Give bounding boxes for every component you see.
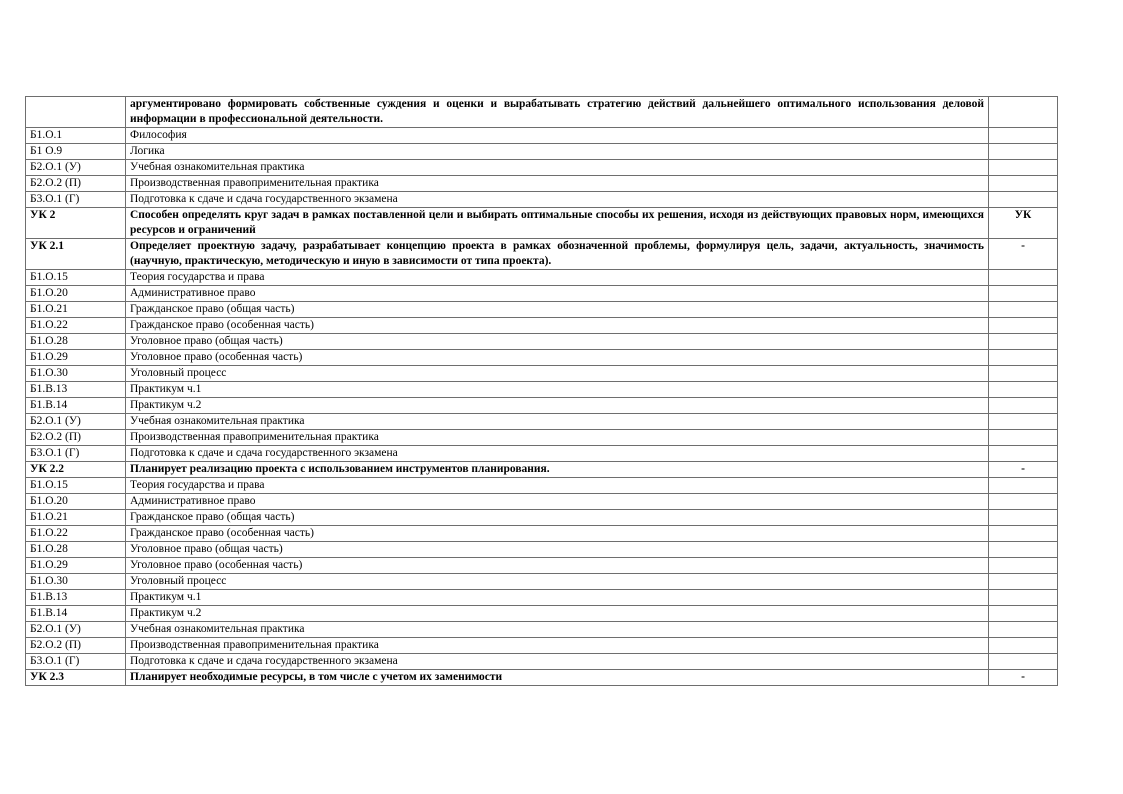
discipline-row xyxy=(26,382,1058,398)
row-mark xyxy=(989,366,1058,382)
competency-table-body xyxy=(26,97,1058,686)
row-title: аргументировано формировать собственные суждения и оценки и вырабатывать стратегию действий дальнейшего оптимального использования деловой информации в профессиональной деятельности. xyxy=(126,97,989,128)
discipline-row xyxy=(26,654,1058,670)
competency-row xyxy=(26,208,1058,239)
row-code: Б1.В.14 xyxy=(26,606,126,622)
row-code: Б2.О.2 (П) xyxy=(26,638,126,654)
discipline-row xyxy=(26,430,1058,446)
row-code: Б1.О.29 xyxy=(26,558,126,574)
discipline-row xyxy=(26,494,1058,510)
discipline-row xyxy=(26,542,1058,558)
row-code: Б3.О.1 (Г) xyxy=(26,192,126,208)
row-title: Уголовное право (особенная часть) xyxy=(126,350,989,366)
row-mark xyxy=(989,430,1058,446)
row-mark xyxy=(989,398,1058,414)
discipline-row xyxy=(26,270,1058,286)
row-code: Б2.О.1 (У) xyxy=(26,622,126,638)
row-title: Теория государства и права xyxy=(126,478,989,494)
row-title: Логика xyxy=(126,144,989,160)
discipline-row xyxy=(26,160,1058,176)
row-mark xyxy=(989,334,1058,350)
row-mark xyxy=(989,302,1058,318)
row-mark xyxy=(989,654,1058,670)
row-title: Теория государства и права xyxy=(126,270,989,286)
row-title: Уголовный процесс xyxy=(126,574,989,590)
row-mark xyxy=(989,270,1058,286)
row-title: Учебная ознакомительная практика xyxy=(126,160,989,176)
discipline-row xyxy=(26,286,1058,302)
row-title: Уголовное право (общая часть) xyxy=(126,542,989,558)
row-title: Административное право xyxy=(126,286,989,302)
row-title: Определяет проектную задачу, разрабатывает концепцию проекта в рамках обозначенной проблемы, формулируя цель, задачи, актуальность, значимость (научную, практическую, методическую и иную в зависимости от типа проекта). xyxy=(126,239,989,270)
row-title: Планирует необходимые ресурсы, в том числе с учетом их заменимости xyxy=(126,670,989,686)
row-mark xyxy=(989,622,1058,638)
competency-row xyxy=(26,239,1058,270)
discipline-row xyxy=(26,414,1058,430)
row-mark xyxy=(989,446,1058,462)
competency-table xyxy=(25,96,1058,686)
row-mark xyxy=(989,176,1058,192)
row-code: УК 2 xyxy=(26,208,126,239)
row-title: Производственная правоприменительная практика xyxy=(126,430,989,446)
row-mark xyxy=(989,590,1058,606)
row-mark xyxy=(989,414,1058,430)
row-title: Подготовка к сдаче и сдача государственного экзамена xyxy=(126,654,989,670)
row-mark xyxy=(989,144,1058,160)
row-code: Б1.О.22 xyxy=(26,318,126,334)
row-code: Б1.О.20 xyxy=(26,286,126,302)
row-code: Б1.О.15 xyxy=(26,270,126,286)
row-code: Б1.О.30 xyxy=(26,574,126,590)
row-mark: - xyxy=(989,462,1058,478)
row-mark xyxy=(989,638,1058,654)
row-mark xyxy=(989,128,1058,144)
row-mark xyxy=(989,558,1058,574)
row-mark xyxy=(989,350,1058,366)
row-code: УК 2.3 xyxy=(26,670,126,686)
row-mark xyxy=(989,574,1058,590)
row-title: Производственная правоприменительная практика xyxy=(126,638,989,654)
row-code: Б3.О.1 (Г) xyxy=(26,446,126,462)
discipline-row xyxy=(26,318,1058,334)
discipline-row xyxy=(26,558,1058,574)
row-code: Б1.В.13 xyxy=(26,382,126,398)
row-title: Подготовка к сдаче и сдача государственного экзамена xyxy=(126,446,989,462)
competency-row xyxy=(26,462,1058,478)
row-code: Б1.О.29 xyxy=(26,350,126,366)
competency-row xyxy=(26,670,1058,686)
row-title: Уголовное право (общая часть) xyxy=(126,334,989,350)
row-title: Уголовный процесс xyxy=(126,366,989,382)
row-code: Б2.О.2 (П) xyxy=(26,430,126,446)
discipline-row xyxy=(26,128,1058,144)
row-mark: - xyxy=(989,670,1058,686)
row-title: Производственная правоприменительная практика xyxy=(126,176,989,192)
row-code: Б1.О.21 xyxy=(26,302,126,318)
row-mark xyxy=(989,382,1058,398)
row-code: УК 2.2 xyxy=(26,462,126,478)
row-code: Б1.О.15 xyxy=(26,478,126,494)
row-title: Административное право xyxy=(126,494,989,510)
discipline-row xyxy=(26,192,1058,208)
row-mark xyxy=(989,510,1058,526)
row-code: Б1.О.22 xyxy=(26,526,126,542)
row-title: Философия xyxy=(126,128,989,144)
row-mark xyxy=(989,286,1058,302)
row-title: Учебная ознакомительная практика xyxy=(126,622,989,638)
row-title: Гражданское право (общая часть) xyxy=(126,510,989,526)
row-code xyxy=(26,97,126,128)
discipline-row xyxy=(26,478,1058,494)
discipline-row xyxy=(26,638,1058,654)
row-mark xyxy=(989,192,1058,208)
row-code: Б2.О.1 (У) xyxy=(26,160,126,176)
row-code: Б1.О.28 xyxy=(26,334,126,350)
row-mark xyxy=(989,542,1058,558)
row-title: Уголовное право (особенная часть) xyxy=(126,558,989,574)
row-code: Б1.О.30 xyxy=(26,366,126,382)
row-code: Б1 О.9 xyxy=(26,144,126,160)
row-code: Б1.О.20 xyxy=(26,494,126,510)
discipline-row xyxy=(26,606,1058,622)
row-code: Б1.О.1 xyxy=(26,128,126,144)
row-title: Практикум ч.2 xyxy=(126,606,989,622)
row-mark: - xyxy=(989,239,1058,270)
row-code: Б1.В.13 xyxy=(26,590,126,606)
discipline-row xyxy=(26,176,1058,192)
row-code: Б1.В.14 xyxy=(26,398,126,414)
row-mark xyxy=(989,526,1058,542)
discipline-row xyxy=(26,590,1058,606)
row-code: Б1.О.21 xyxy=(26,510,126,526)
row-title: Подготовка к сдаче и сдача государственного экзамена xyxy=(126,192,989,208)
competency-row xyxy=(26,97,1058,128)
discipline-row xyxy=(26,446,1058,462)
row-code: Б2.О.1 (У) xyxy=(26,414,126,430)
row-code: Б1.О.28 xyxy=(26,542,126,558)
row-title: Практикум ч.2 xyxy=(126,398,989,414)
row-mark: УК xyxy=(989,208,1058,239)
row-title: Гражданское право (общая часть) xyxy=(126,302,989,318)
discipline-row xyxy=(26,144,1058,160)
discipline-row xyxy=(26,350,1058,366)
discipline-row xyxy=(26,366,1058,382)
row-mark xyxy=(989,494,1058,510)
discipline-row xyxy=(26,622,1058,638)
row-title: Планирует реализацию проекта с использованием инструментов планирования. xyxy=(126,462,989,478)
discipline-row xyxy=(26,302,1058,318)
row-title: Гражданское право (особенная часть) xyxy=(126,526,989,542)
row-mark xyxy=(989,97,1058,128)
row-mark xyxy=(989,318,1058,334)
row-title: Практикум ч.1 xyxy=(126,382,989,398)
row-mark xyxy=(989,606,1058,622)
row-mark xyxy=(989,160,1058,176)
row-title: Гражданское право (особенная часть) xyxy=(126,318,989,334)
discipline-row xyxy=(26,398,1058,414)
row-code: Б3.О.1 (Г) xyxy=(26,654,126,670)
row-title: Практикум ч.1 xyxy=(126,590,989,606)
discipline-row xyxy=(26,334,1058,350)
row-title: Способен определять круг задач в рамках поставленной цели и выбирать оптимальные способы их решения, исходя из действующих правовых норм, имеющихся ресурсов и ограничений xyxy=(126,208,989,239)
discipline-row xyxy=(26,510,1058,526)
discipline-row xyxy=(26,574,1058,590)
row-code: УК 2.1 xyxy=(26,239,126,270)
discipline-row xyxy=(26,526,1058,542)
row-mark xyxy=(989,478,1058,494)
row-title: Учебная ознакомительная практика xyxy=(126,414,989,430)
row-code: Б2.О.2 (П) xyxy=(26,176,126,192)
